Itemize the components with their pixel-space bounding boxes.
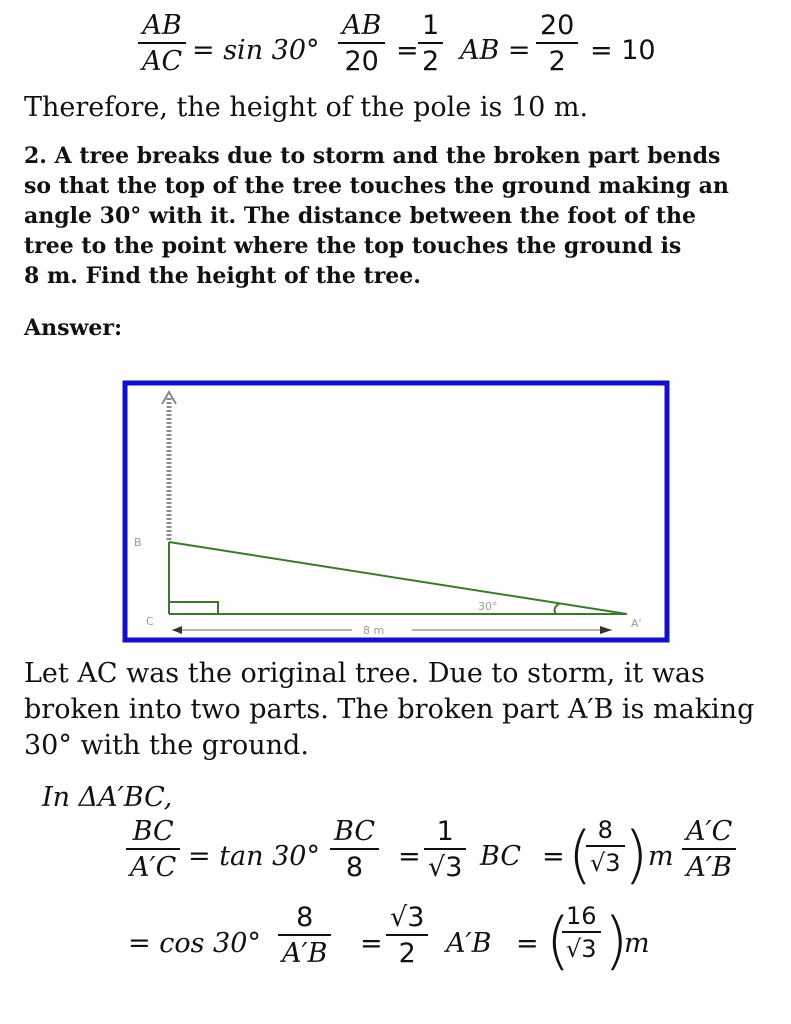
equals-sign: =: [516, 928, 539, 959]
right-paren: ): [624, 818, 649, 891]
right-paren: ): [604, 904, 629, 977]
fraction-ac-over-ab: [682, 818, 736, 881]
fraction-denominator: A′B: [686, 852, 732, 883]
fraction-denominator: 2: [398, 938, 416, 969]
fraction-bar: [386, 934, 428, 936]
vertex-label-c: C: [146, 615, 154, 628]
fraction-numerator: A′C: [686, 816, 733, 847]
fraction-denominator: √3: [428, 852, 463, 883]
left-paren: (: [568, 818, 593, 891]
question-block: [24, 141, 729, 291]
vertex-label-b: B: [134, 536, 142, 549]
question-line: angle 30° with it. The distance between the foot of the: [24, 203, 697, 229]
equals-10: = 10: [590, 35, 656, 66]
fraction-bar: [278, 934, 331, 936]
fraction-numerator: 20: [540, 10, 575, 41]
fraction-bar: [138, 42, 186, 44]
fraction-ab-over-20: [338, 12, 385, 75]
explanation-line: Let AC was the original tree. Due to storm, it was: [24, 658, 705, 689]
fraction-bar: [418, 42, 443, 44]
fraction-bar: [126, 848, 180, 850]
fraction-1-over-root3: [424, 818, 466, 881]
equals-sign: =: [360, 928, 383, 959]
fraction-denominator: A′C: [130, 852, 177, 883]
fraction-denominator: 20: [344, 46, 379, 77]
ab-equals-label: AB =: [460, 35, 531, 66]
fraction-root3-over-2: [386, 904, 428, 967]
fraction-bar: [682, 848, 736, 850]
fraction-bc-over-ac: [126, 818, 180, 881]
fraction-denominator: AC: [142, 46, 183, 77]
fraction-numerator: AB: [342, 10, 382, 41]
fraction-numerator: 16: [566, 902, 597, 930]
fraction-8-over-root3: [586, 818, 625, 875]
distance-label: 8 m: [363, 624, 385, 637]
ab-label: A′B: [446, 928, 492, 959]
fraction-numerator: 8: [597, 816, 613, 844]
fraction-numerator: 1: [422, 10, 440, 41]
bc-label: BC: [480, 841, 522, 872]
explanation-line: broken into two parts. The broken part A′B is making: [24, 694, 755, 725]
fraction-bar: [562, 931, 601, 933]
fraction-bar: [424, 848, 466, 850]
fraction-8-over-ab: [278, 904, 331, 967]
fraction-denominator: 2: [548, 46, 566, 77]
angle-label: 30°: [478, 600, 498, 613]
equals-sign: =: [398, 841, 421, 872]
fraction-denominator: A′B: [282, 938, 328, 969]
explanation-block: [24, 656, 754, 764]
fraction-denominator: √3: [566, 935, 597, 963]
fraction-numerator: √3: [390, 902, 425, 933]
fraction-denominator: √3: [590, 849, 621, 877]
question-line: 8 m. Find the height of the tree.: [24, 263, 421, 289]
left-paren: (: [546, 904, 571, 977]
equals-sign: =: [542, 841, 565, 872]
equals-sin-30: = sin 30°: [192, 35, 320, 66]
fraction-numerator: BC: [334, 816, 376, 847]
fraction-numerator: 1: [436, 816, 454, 847]
fraction-numerator: BC: [132, 816, 174, 847]
fraction-bar: [330, 848, 379, 850]
equals-cos-30: = cos 30°: [128, 928, 261, 959]
explanation-line: 30° with the ground.: [24, 730, 309, 761]
fraction-bar: [586, 845, 625, 847]
fraction-20-over-2: [536, 12, 578, 75]
fraction-16-over-root3: [562, 904, 601, 961]
question-line: 2. A tree breaks due to storm and the broken part bends: [24, 143, 721, 169]
fraction-denominator: 2: [422, 46, 440, 77]
fraction-1-over-2: [418, 12, 443, 75]
equals-sign: =: [396, 35, 419, 66]
fraction-ab-over-ac: [138, 12, 186, 75]
fraction-denominator: 8: [345, 852, 364, 883]
unit-m: m: [648, 841, 674, 872]
fraction-bar: [338, 42, 385, 44]
question-line: so that the top of the tree touches the ground making an: [24, 173, 729, 199]
triangle-heading: In ΔA′BC,: [42, 782, 173, 813]
conclusion-text: Therefore, the height of the pole is 10 m.: [24, 92, 589, 123]
equals-tan-30: = tan 30°: [188, 841, 320, 872]
tree-triangle-figure: [122, 380, 670, 643]
unit-m: m: [624, 928, 650, 959]
fraction-numerator: AB: [142, 10, 182, 41]
fraction-bc-over-8: [330, 818, 379, 881]
answer-label: Answer:: [24, 315, 123, 341]
fraction-numerator: 8: [296, 902, 314, 933]
vertex-label-a: A': [631, 617, 642, 630]
fraction-bar: [536, 42, 578, 44]
question-line: tree to the point where the top touches the ground is: [24, 233, 682, 259]
